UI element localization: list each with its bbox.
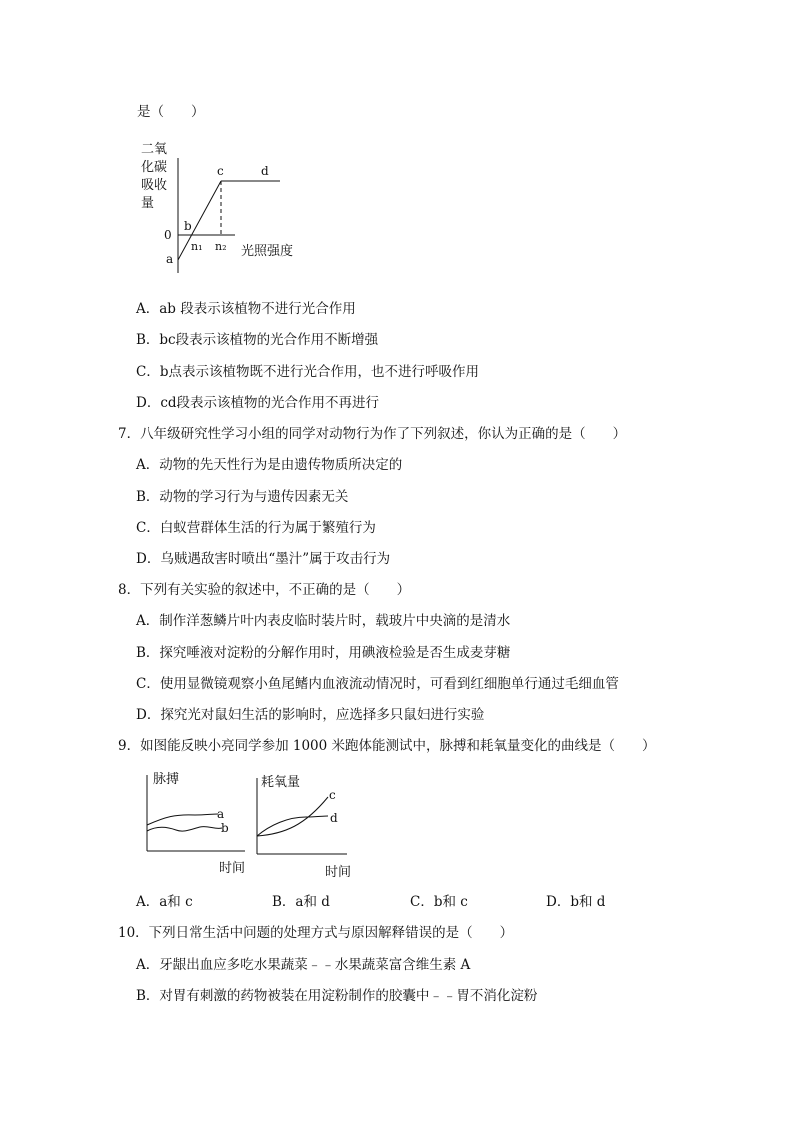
q6-y-label-4: 量 — [141, 196, 155, 211]
q6-point-d: d — [261, 164, 269, 178]
q7-option-a: A．动物的先天性行为是由遗传物质所决定的 — [136, 457, 403, 473]
q6-option-c: C．b点表示该植物既不进行光合作用，也不进行呼吸作用 — [136, 364, 479, 380]
q7-stem: 7．八年级研究性学习小组的同学对动物行为作了下列叙述，你认为正确的是（ ） — [118, 426, 627, 442]
q6-x-label: 光照强度 — [241, 244, 294, 259]
q7-option-c: C．白蚁营群体生活的行为属于繁殖行为 — [136, 520, 376, 536]
q7-option-d: D．乌贼遇敌害时喷出“墨汁”属于攻击行为 — [136, 551, 391, 567]
q9-pulse-y-label: 脉搏 — [153, 772, 180, 787]
q6-co2-light-graph — [135, 138, 310, 278]
q9-stem: 9．如图能反映小亮同学参加 1000 米跑体能测试中，脉搏和耗氧量变化的曲线是（ ） — [118, 738, 656, 754]
q7-option-b: B．动物的学习行为与遗传因素无关 — [136, 489, 349, 505]
q9-option-c: C．b和 c — [410, 894, 468, 910]
q9-option-b: B．a和 d — [272, 894, 330, 910]
q6-option-d: D．cd段表示该植物的光合作用不再进行 — [136, 395, 380, 411]
q9-label-b: b — [221, 821, 229, 835]
q8-option-d: D．探究光对鼠妇生活的影响时，应选择多只鼠妇进行实验 — [136, 707, 485, 723]
q9-curve-b — [147, 827, 222, 832]
q10-option-a: A．牙龈出血应多吃水果蔬菜﹣﹣水果蔬菜富含维生素 A — [136, 957, 471, 973]
q6-tick-n2: n₂ — [215, 240, 227, 253]
q6-point-b: b — [184, 219, 192, 233]
q8-option-c: C．使用显微镜观察小鱼尾鳍内血液流动情况时，可看到红细胞单行通过毛细血管 — [136, 676, 619, 692]
q6-y-label-2: 化碳 — [141, 160, 168, 175]
q8-option-b: B．探究唾液对淀粉的分解作用时，用碘液检验是否生成麦芽糖 — [136, 645, 511, 661]
q8-stem: 8．下列有关实验的叙述中，不正确的是（ ） — [118, 582, 411, 598]
q6-y-label-1: 二氧 — [141, 142, 168, 157]
q8-option-a: A．制作洋葱鳞片叶内表皮临时装片时，载玻片中央滴的是清水 — [136, 613, 511, 629]
q6-option-a: A．ab 段表示该植物不进行光合作用 — [136, 301, 356, 317]
q9-option-a: A．a和 c — [136, 894, 193, 910]
q6-point-c: c — [217, 164, 224, 178]
q9-pulse-graph — [140, 767, 255, 879]
q9-pulse-x-label: 时间 — [219, 861, 246, 876]
q9-oxygen-x-label: 时间 — [325, 865, 352, 880]
q6-option-b: B．bc段表示该植物的光合作用不断增强 — [136, 332, 379, 348]
q6-point-a: a — [166, 252, 174, 266]
q6-stem-tail: 是（ ） — [137, 104, 205, 120]
q9-label-c: c — [329, 788, 336, 802]
q6-tick-n1: n₁ — [191, 240, 203, 253]
q9-label-a: a — [217, 807, 225, 821]
q6-origin-label: 0 — [164, 228, 172, 242]
q9-curve-d — [257, 816, 328, 836]
q9-option-d: D．b和 d — [546, 894, 606, 910]
q6-y-label-3: 吸收 — [141, 178, 168, 193]
q9-oxygen-graph — [250, 770, 360, 882]
q9-label-d: d — [330, 811, 338, 825]
q10-option-b: B．对胃有刺激的药物被装在用淀粉制作的胶囊中﹣﹣胃不消化淀粉 — [136, 988, 538, 1004]
q9-curve-a — [147, 814, 218, 825]
q9-oxygen-y-label: 耗氧量 — [261, 775, 301, 790]
q10-stem: 10．下列日常生活中问题的处理方式与原因解释错误的是（ ） — [118, 925, 514, 941]
